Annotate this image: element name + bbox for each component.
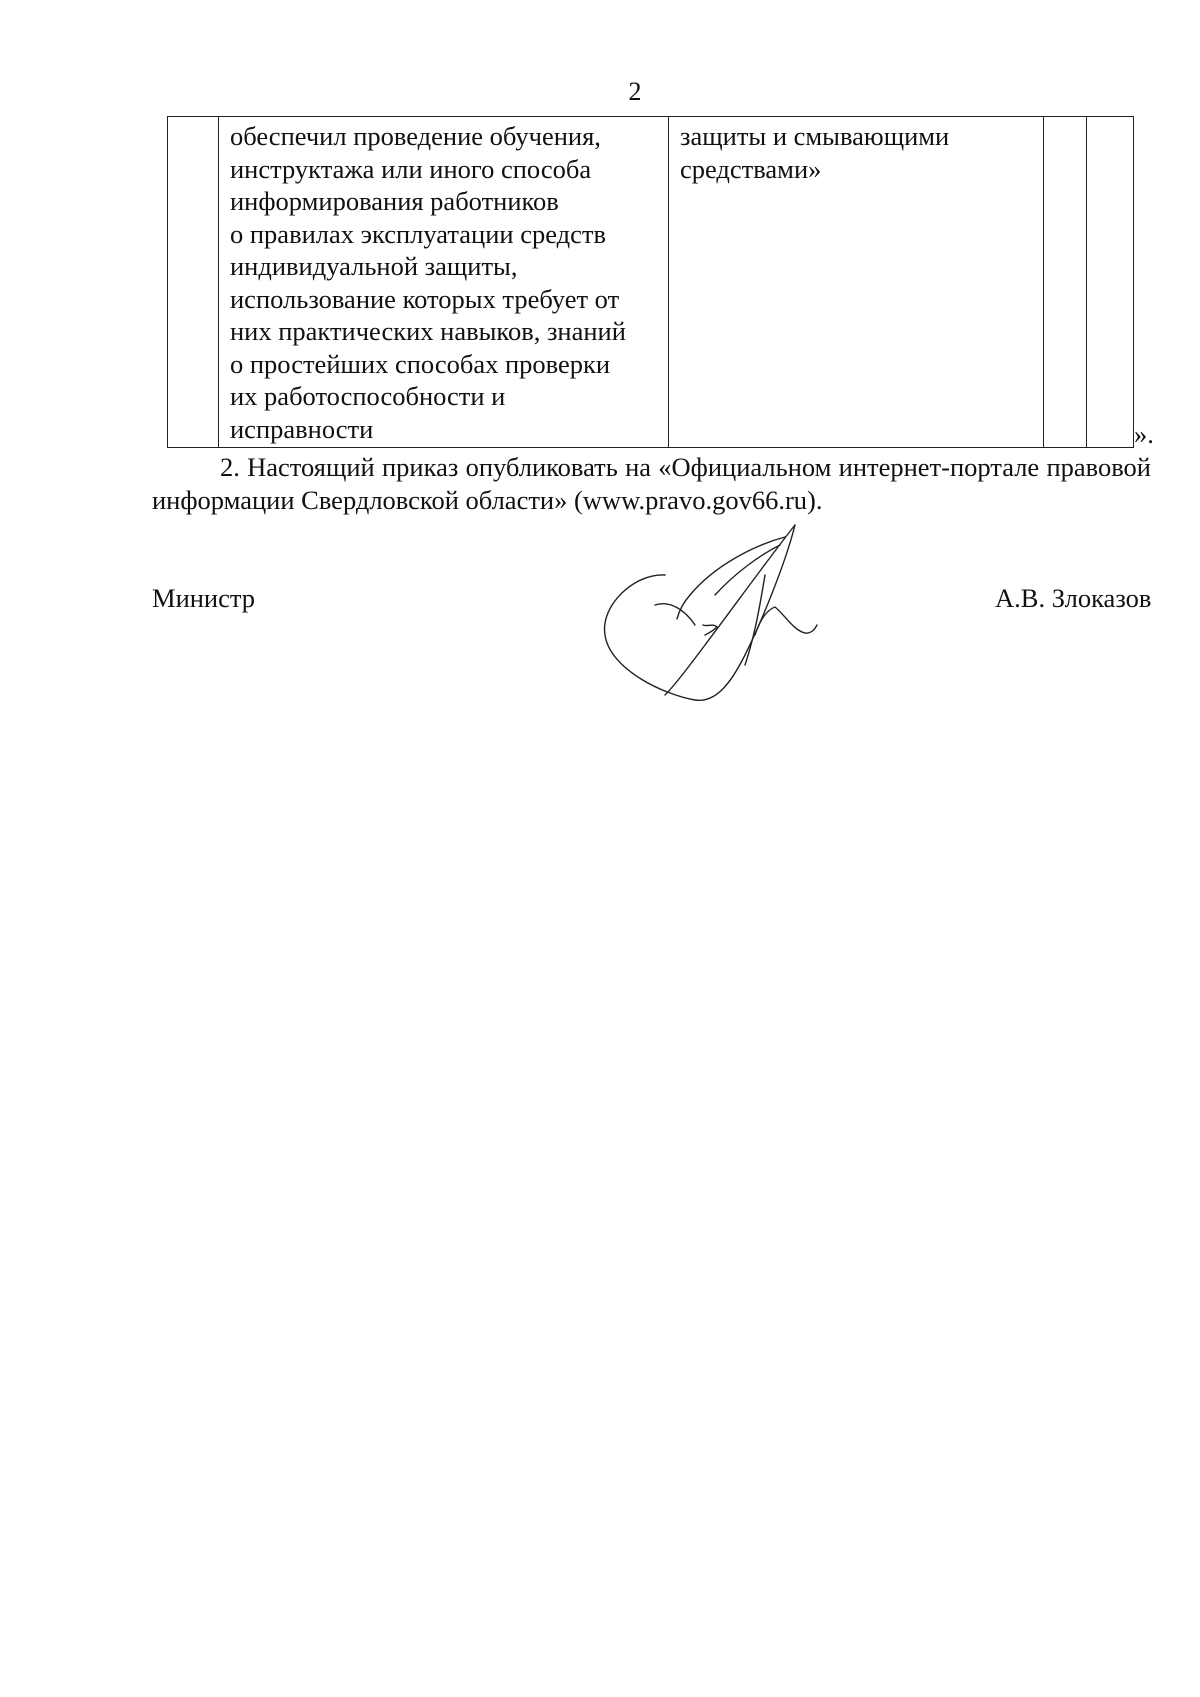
table-column-divider <box>218 117 219 447</box>
signatory-name: А.В. Злоказов <box>995 583 1152 613</box>
table-column-divider <box>1086 117 1087 447</box>
table-cell-reference: защиты и смывающими средствами» <box>680 121 950 184</box>
handwritten-signature <box>595 515 855 715</box>
paragraph-2: 2. Настоящий приказ опубликовать на «Официальном интернет-портале правовой информации Свердловской области» (www.pravo.gov66.ru). <box>152 452 1151 515</box>
page-number: 2 <box>628 77 642 106</box>
signatory-title: Министр <box>152 583 256 613</box>
table-cell-requirement: обеспечил проведение обучения, инструктажа или иного способа информирования работников о правилах эксплуатации средств индивидуальной защиты, использование которых требует от них практических навыков, знаний о простейших способах проверки их работоспособности и исправности <box>230 121 626 444</box>
table-closing-quote: ». <box>1134 419 1154 449</box>
table-column-divider <box>1043 117 1044 447</box>
requirements-table <box>167 116 1134 448</box>
table-column-divider <box>668 117 669 447</box>
